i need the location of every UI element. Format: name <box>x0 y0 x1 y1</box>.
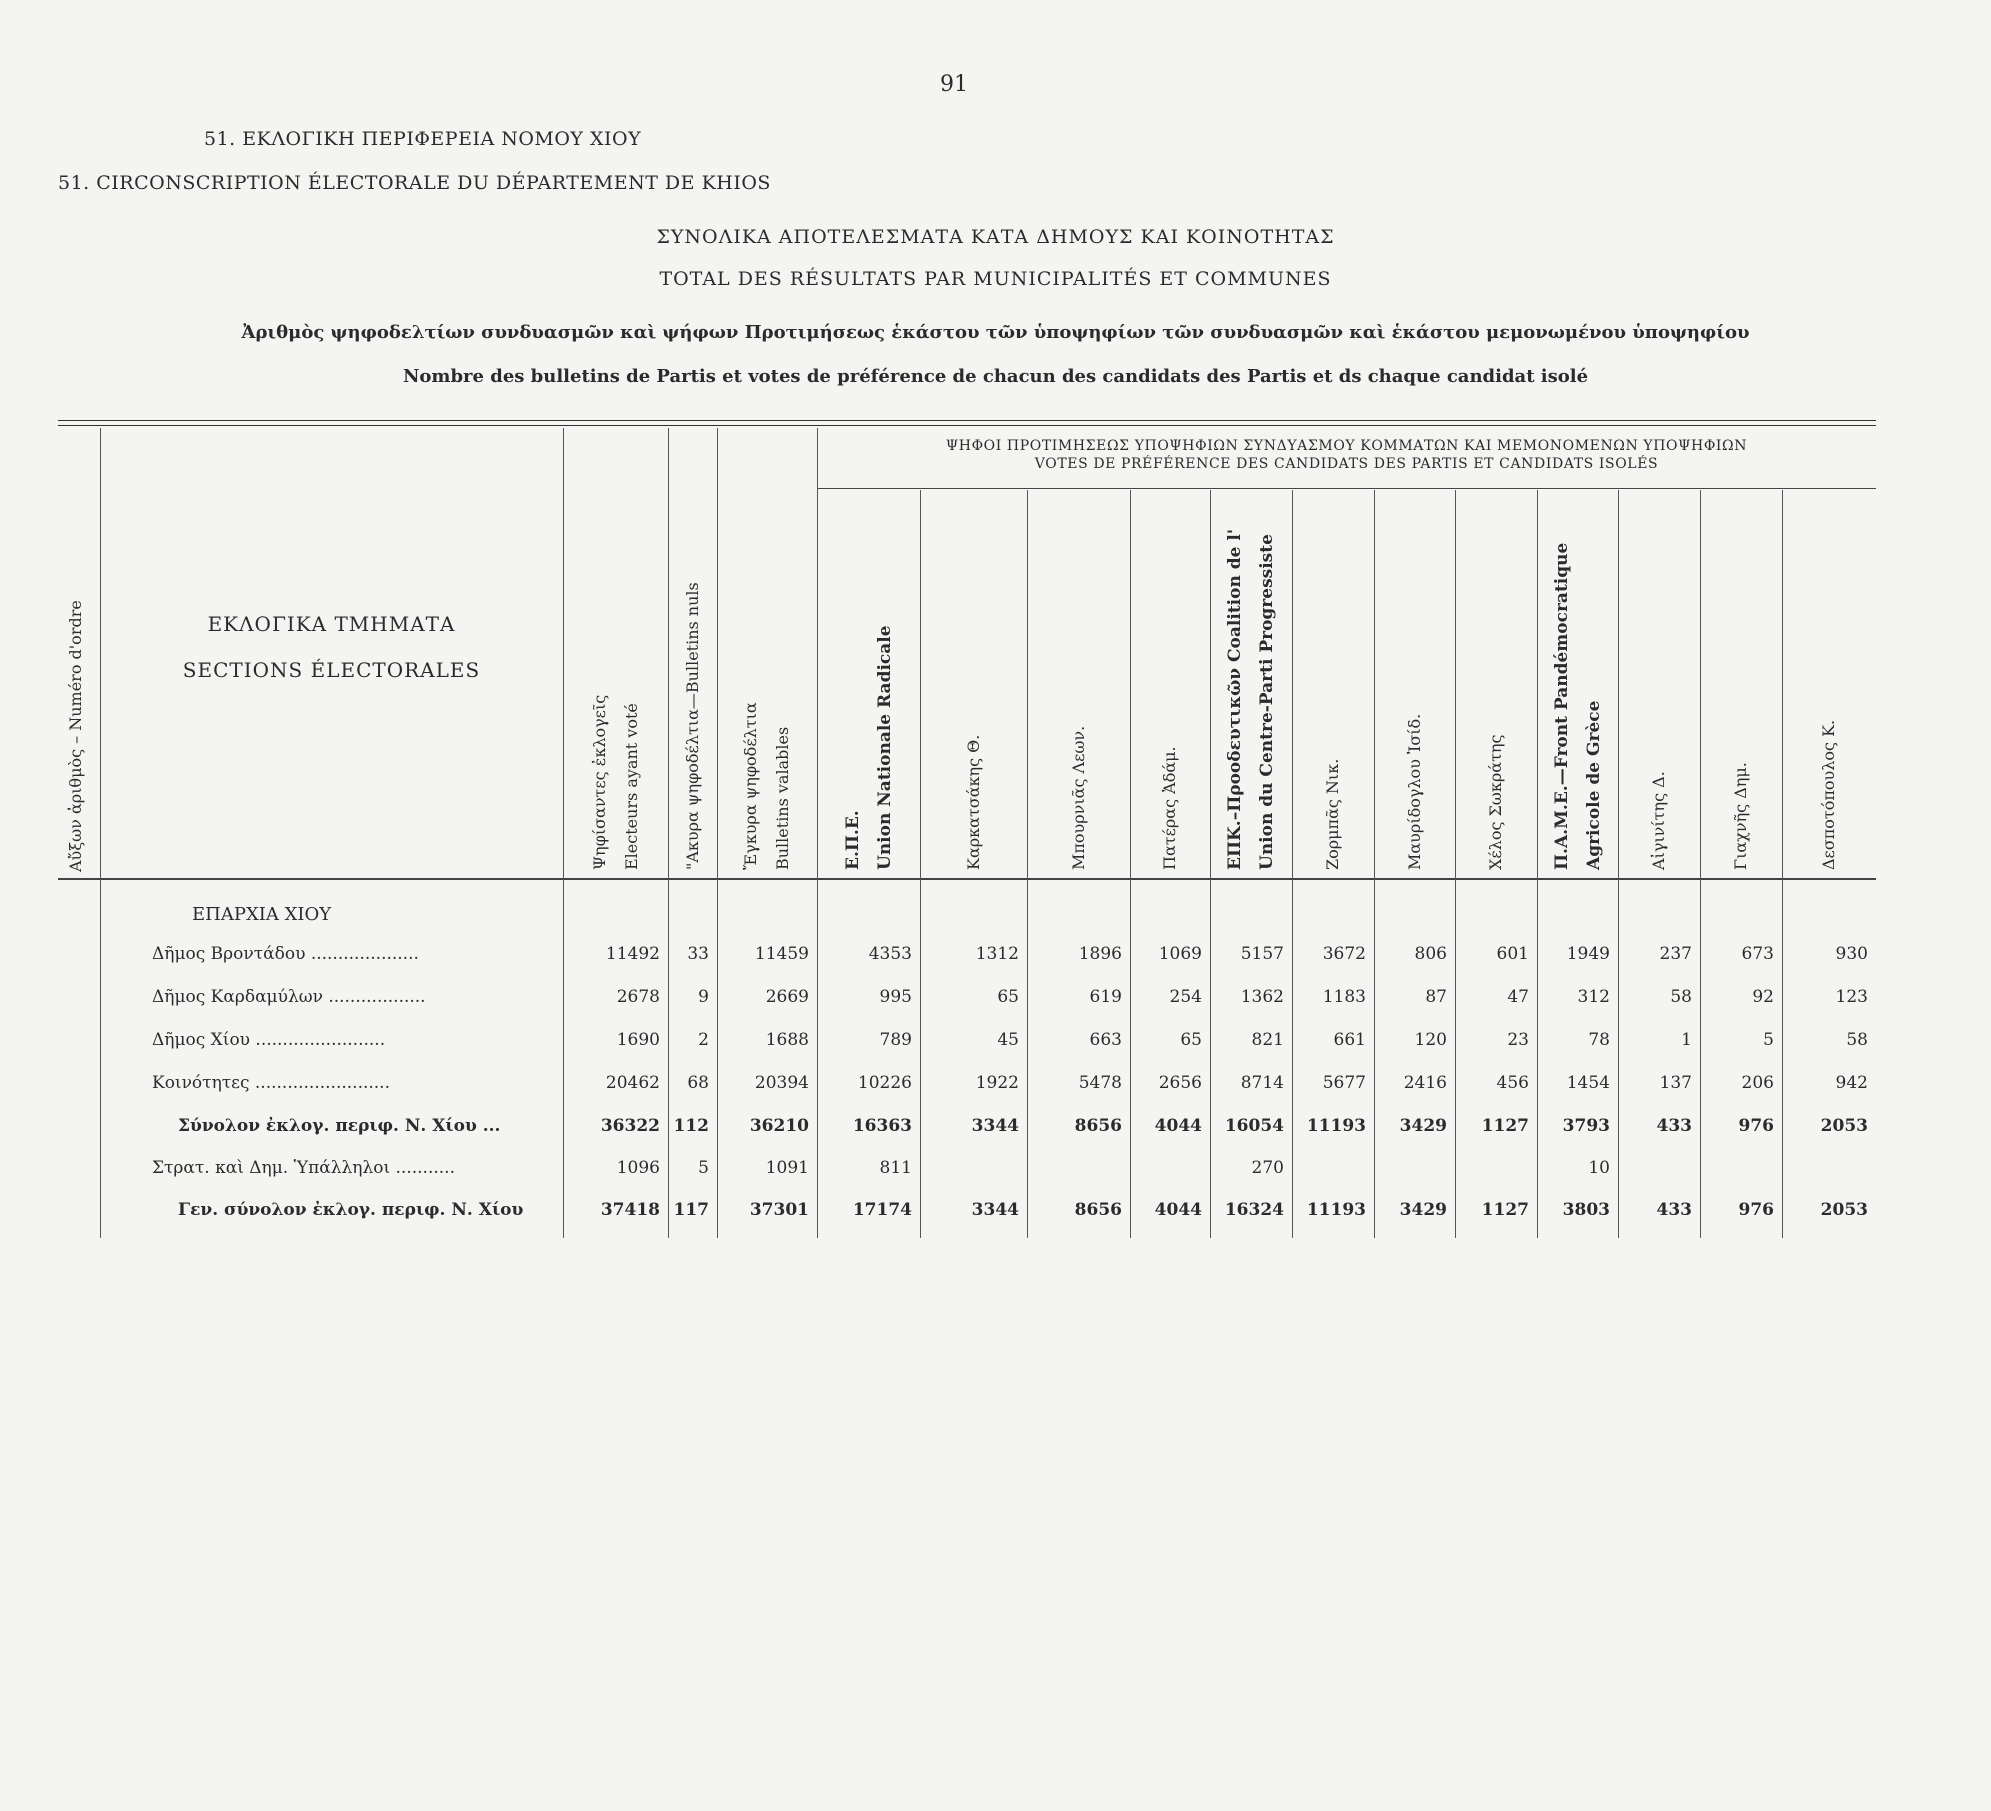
table-cell: 789 <box>879 1030 912 1050</box>
table-cell: 206 <box>1741 1073 1774 1093</box>
table-cell: 23 <box>1507 1030 1529 1050</box>
table-cell: 17174 <box>852 1200 912 1220</box>
table-top-rule <box>58 420 1876 426</box>
table-cell: 20462 <box>605 1073 660 1093</box>
table-cell: 5677 <box>1322 1073 1366 1093</box>
column-header-10: Μαυρίδογλου Ἰσίδ. <box>1404 713 1424 870</box>
table-cell: 11459 <box>754 944 809 964</box>
table-cell: 4353 <box>868 944 912 964</box>
table-cell: 1896 <box>1078 944 1122 964</box>
description-greek: Ἀριθμὸς ψηφοδελτίων συνδυασμῶν καὶ ψήφων Προτιμήσεως ἑκάστου τῶν ὑποψηφίων τῶν συνδυασμῶν καὶ ἑκάστου μεμονωμένου ὑποψηφίου <box>241 322 1750 343</box>
table-cell: 5 <box>698 1158 709 1178</box>
table-cell: 112 <box>673 1116 709 1136</box>
table-cell: 995 <box>879 987 912 1007</box>
column-header-1: Ψηφίσαντες ἐκλογεῖς <box>589 694 609 870</box>
table-cell: 11492 <box>605 944 660 964</box>
table-cell: 8714 <box>1240 1073 1284 1093</box>
table-cell: 663 <box>1089 1030 1122 1050</box>
column-header-12: Agricole de Grèce <box>1583 700 1604 870</box>
table-cell: 1922 <box>975 1073 1019 1093</box>
table-cell: 3793 <box>1562 1116 1610 1136</box>
table-cell: 1 <box>1681 1030 1692 1050</box>
group-header-line: ΨΗΦΟΙ ΠΡΟΤΙΜΗΣΕΩΣ ΥΠΟΨΗΦΙΩΝ ΣΥΝΔΥΑΣΜΟΥ ΚΟΜΜΑΤΩΝ ΚΑΙ ΜΕΜΟΝΟΜΕΝΩΝ ΥΠΟΨΗΦΙΩΝ <box>945 438 1748 454</box>
table-cell: 1454 <box>1566 1073 1610 1093</box>
table-row-label: Δῆμος Χίου ........................ <box>152 1030 386 1050</box>
table-cell: 137 <box>1659 1073 1692 1093</box>
table-cell: 312 <box>1577 987 1610 1007</box>
table-cell: 3429 <box>1399 1116 1447 1136</box>
table-cell: 976 <box>1738 1116 1774 1136</box>
column-header-2: "Ακυρα ψηφοδέλτια—Bulletins nuls <box>682 582 702 870</box>
column-header-7: Πατέρας Ἀδάμ. <box>1160 746 1179 870</box>
description-french: Nombre des bulletins de Partis et votes de préférence de chacun des candidats des Partis et ds chaque candidat isolé <box>402 366 1589 387</box>
header-bottom-rule <box>58 878 1876 880</box>
column-header-3: Ἔγκυρα ψηφοδέλτια <box>741 702 760 870</box>
table-row-label: Δῆμος Βροντάδου .................... <box>152 944 419 964</box>
column-header-11: Χέλος Σωκράτης <box>1486 734 1505 870</box>
table-cell: 58 <box>1670 987 1692 1007</box>
table-cell: 942 <box>1835 1073 1868 1093</box>
table-cell: 92 <box>1752 987 1774 1007</box>
column-header-12: Π.Α.Μ.Ε.—Front Pandémocratique <box>1551 542 1572 870</box>
table-row-label: Δῆμος Καρδαμύλων .................. <box>152 987 426 1007</box>
region-label: ΕΠΑΡΧΙΑ ΧΙΟΥ <box>192 904 332 925</box>
column-header-14: Γιαχνῆς Δημ. <box>1731 762 1750 870</box>
column-header-8: ΕΠΚ.–Προοδευτικῶν Coalition de l' <box>1225 528 1245 870</box>
table-cell: 2656 <box>1158 1073 1202 1093</box>
table-cell: 930 <box>1835 944 1868 964</box>
table-cell: 1362 <box>1240 987 1284 1007</box>
column-header-4: Ε.Π.Ε. <box>842 810 863 870</box>
column-header-8: Union du Centre-Parti Progressiste <box>1257 534 1277 870</box>
table-cell: 78 <box>1588 1030 1610 1050</box>
table-cell: 36322 <box>600 1116 660 1136</box>
table-cell: 456 <box>1496 1073 1529 1093</box>
table-cell: 3672 <box>1322 944 1366 964</box>
column-header-1: Electeurs ayant voté <box>621 703 641 870</box>
table-cell: 433 <box>1656 1200 1692 1220</box>
table-cell: 601 <box>1496 944 1529 964</box>
table-cell: 821 <box>1251 1030 1284 1050</box>
column-header-15: Δεσποτόπουλος Κ. <box>1819 719 1838 870</box>
subtitle-french: TOTAL DES RÉSULTATS PAR MUNICIPALITÉS ET COMMUNES <box>659 268 1332 290</box>
table-cell: 5157 <box>1240 944 1284 964</box>
column-divider <box>100 428 101 1238</box>
order-number-header: Αὔξων ἀριθμὸς – Numéro d'ordre <box>66 600 85 872</box>
column-header-3: Bulletins valables <box>773 726 792 870</box>
table-cell: 8656 <box>1074 1200 1122 1220</box>
table-cell: 806 <box>1414 944 1447 964</box>
table-cell: 1127 <box>1481 1200 1529 1220</box>
table-cell: 47 <box>1507 987 1529 1007</box>
table-cell: 65 <box>997 987 1019 1007</box>
table-cell: 11193 <box>1306 1200 1366 1220</box>
table-cell: 2416 <box>1403 1073 1447 1093</box>
table-cell: 16324 <box>1224 1200 1284 1220</box>
table-cell: 270 <box>1251 1158 1284 1178</box>
table-cell: 4044 <box>1154 1200 1202 1220</box>
table-cell: 117 <box>673 1200 709 1220</box>
table-cell: 1096 <box>616 1158 660 1178</box>
table-cell: 37301 <box>749 1200 809 1220</box>
table-cell: 68 <box>687 1073 709 1093</box>
table-cell: 2 <box>698 1030 709 1050</box>
column-header-5: Καρκατσάκης Θ. <box>963 734 983 870</box>
table-row-label: Στρατ. καὶ Δημ. Ὑπάλληλοι ........... <box>152 1158 455 1178</box>
table-cell: 45 <box>997 1030 1019 1050</box>
table-cell: 8656 <box>1074 1116 1122 1136</box>
table-cell: 16054 <box>1224 1116 1284 1136</box>
table-cell: 33 <box>687 944 709 964</box>
table-cell: 65 <box>1180 1030 1202 1050</box>
group-header-line: VOTES DE PRÉFÉRENCE DES CANDIDATS DES PARTIS ET CANDIDATS ISOLÉS <box>1034 456 1659 472</box>
table-cell: 1183 <box>1322 987 1366 1007</box>
table-cell: 123 <box>1835 987 1868 1007</box>
table-cell: 1127 <box>1481 1116 1529 1136</box>
table-cell: 20394 <box>754 1073 809 1093</box>
sections-header-line: SECTIONS ÉLECTORALES <box>182 658 481 682</box>
heading-french: 51. CIRCONSCRIPTION ÉLECTORALE DU DÉPARTEMENT DE KHIOS <box>58 172 771 194</box>
table-cell: 10 <box>1588 1158 1610 1178</box>
table-cell: 1690 <box>616 1030 660 1050</box>
table-cell: 3803 <box>1562 1200 1610 1220</box>
table-cell: 58 <box>1846 1030 1868 1050</box>
sections-header-line: ΕΚΛΟΓΙΚΑ ΤΜΗΜΑΤΑ <box>207 612 456 636</box>
table-cell: 1091 <box>765 1158 809 1178</box>
group-header-rule <box>817 488 1876 489</box>
table-cell: 237 <box>1659 944 1692 964</box>
table-cell: 11193 <box>1306 1116 1366 1136</box>
table-cell: 5 <box>1763 1030 1774 1050</box>
table-cell: 37418 <box>600 1200 660 1220</box>
table-cell: 976 <box>1738 1200 1774 1220</box>
table-cell: 1949 <box>1566 944 1610 964</box>
subtitle-greek: ΣΥΝΟΛΙΚΑ ΑΠΟΤΕΛΕΣΜΑΤΑ ΚΑΤΑ ΔΗΜΟΥΣ ΚΑΙ ΚΟΙΝΟΤΗΤΑΣ <box>656 226 1335 248</box>
table-row-label: Γεν. σύνολον ἐκλογ. περιφ. Ν. Χίου <box>178 1200 524 1220</box>
table-cell: 661 <box>1333 1030 1366 1050</box>
table-cell: 619 <box>1089 987 1122 1007</box>
page-number: 91 <box>940 72 968 97</box>
table-cell: 3429 <box>1399 1200 1447 1220</box>
table-row-label: Σύνολον ἐκλογ. περιφ. Ν. Χίου ... <box>178 1116 501 1136</box>
table-cell: 254 <box>1169 987 1202 1007</box>
table-cell: 10226 <box>857 1073 912 1093</box>
table-cell: 5478 <box>1078 1073 1122 1093</box>
table-cell: 1312 <box>975 944 1019 964</box>
column-header-4: Union Nationale Radicale <box>874 625 895 870</box>
table-cell: 3344 <box>971 1116 1019 1136</box>
table-cell: 811 <box>879 1158 912 1178</box>
table-cell: 9 <box>698 987 709 1007</box>
table-cell: 433 <box>1656 1116 1692 1136</box>
table-cell: 2053 <box>1820 1116 1868 1136</box>
table-cell: 16363 <box>852 1116 912 1136</box>
heading-greek: 51. ΕΚΛΟΓΙΚΗ ΠΕΡΙΦΕΡΕΙΑ ΝΟΜΟΥ ΧΙΟΥ <box>204 128 642 150</box>
column-header-13: Αἰγινίτης Δ. <box>1649 771 1668 870</box>
table-cell: 87 <box>1425 987 1447 1007</box>
column-header-9: Ζορμπᾶς Νικ. <box>1323 758 1342 870</box>
table-cell: 1069 <box>1158 944 1202 964</box>
table-cell: 4044 <box>1154 1116 1202 1136</box>
column-header-6: Μπουρνιᾶς Λεων. <box>1068 725 1088 870</box>
table-cell: 2669 <box>765 987 809 1007</box>
table-cell: 120 <box>1414 1030 1447 1050</box>
table-cell: 3344 <box>971 1200 1019 1220</box>
table-cell: 673 <box>1741 944 1774 964</box>
table-cell: 2053 <box>1820 1200 1868 1220</box>
table-cell: 2678 <box>616 987 660 1007</box>
table-cell: 1688 <box>765 1030 809 1050</box>
table-row-label: Κοινότητες ......................... <box>152 1073 390 1093</box>
table-cell: 36210 <box>749 1116 809 1136</box>
